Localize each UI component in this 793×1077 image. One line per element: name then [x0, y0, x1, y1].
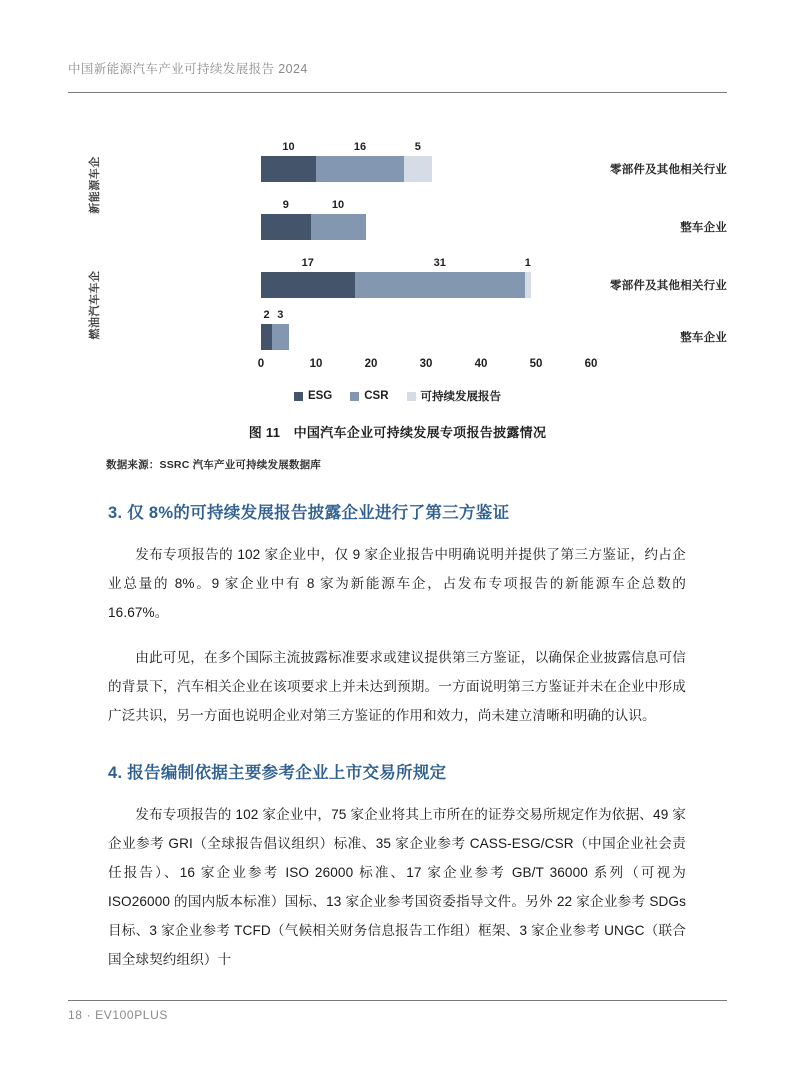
figure-11	[68, 130, 727, 471]
header-title: 中国新能源汽车产业可持续发展报告 2024	[68, 62, 308, 76]
chart-x-tick-label: 20	[364, 358, 378, 370]
footer-page-number: 18	[68, 1008, 83, 1022]
footer-separator: ·	[86, 1008, 92, 1022]
chart-legend-label: CSR	[364, 390, 389, 402]
chart-x-tick-label: 10	[309, 358, 323, 370]
chart-x-tick-label: 0	[257, 358, 265, 370]
chart-bar	[261, 141, 432, 182]
chart-plot-area	[261, 130, 591, 355]
chart-bar-segment	[404, 141, 432, 182]
chart-legend-label: ESG	[307, 390, 333, 402]
chart-bar-segment	[261, 309, 272, 350]
chart-bar	[261, 199, 366, 240]
paragraph: 发布专项报告的 102 家企业中，仅 9 家企业报告中明确说明并提供了第三方鉴证，约占企业总量的 8%。9 家企业中有 8 家为新能源车企，占发布专项报告的新能源车企总数的 16.67%。	[108, 547, 686, 620]
chart-bar-value-label: 17	[301, 257, 314, 269]
chart-bar-segment	[261, 141, 316, 182]
chart-bar-segment	[524, 257, 531, 298]
chart-category-label: 整车企业	[680, 332, 727, 344]
chart-x-axis	[257, 358, 598, 376]
section-heading-4: 4. 报告编制依据主要参考企业上市交易所规定	[108, 764, 447, 782]
chart-x-tick-label: 30	[419, 358, 433, 370]
footer-brand: EV100PLUS	[95, 1008, 168, 1022]
chart-bar-segment	[316, 141, 404, 182]
chart-bar-value-label: 3	[277, 309, 284, 321]
chart-bar-segment	[261, 199, 311, 240]
chart-bar	[261, 309, 289, 350]
chart-category-label: 零部件及其他相关行业	[610, 164, 727, 176]
chart-category-label: 零部件及其他相关行业	[610, 280, 727, 292]
chart-bar-value-label: 10	[282, 141, 295, 153]
paragraph: 发布专项报告的 102 家企业中，75 家企业将其上市所在的证券交易所规定作为依据、49 家企业参考 GRI（全球报告倡议组织）标准、35 家企业参考 CASS-ESG/CSR（中国企业社会责任报告）、16 家企业参考 ISO 26000 标准、17 家企业参考 GB/T 36000 系列（可视为 ISO26000 的国内版本标准）国标、13 家企业参考国资委指导文件。另外 22 家企业参考 SDGs 目标、3 家企业参考 TCFD（气候相关财务信息报告工作组）框架、3 家企业参考 UNGC（联合国全球契约组织）十	[108, 807, 686, 967]
chart-legend-item	[407, 388, 502, 404]
figure-caption: 图 11 中国汽车企业可持续发展专项报告披露情况	[248, 425, 547, 440]
paragraph: 由此可见，在多个国际主流披露标准要求或建议提供第三方鉴证，以确保企业披露信息可信的背景下，汽车相关企业在该项要求上并未达到预期。一方面说明第三方鉴证并未在企业中形成广泛共识，另一方面也说明企业对第三方鉴证的作用和效力，尚未建立清晰和明确的认识。	[108, 650, 686, 723]
chart-group-label-new-energy: 新能源车企	[89, 156, 101, 214]
figure-source: 数据来源：SSRC 汽车产业可持续发展数据库	[106, 459, 321, 471]
chart-bar-value-label: 2	[263, 309, 270, 321]
section-heading-3: 3. 仅 8%的可持续发展报告披露企业进行了第三方鉴证	[108, 504, 510, 522]
chart-group-label-fuel: 燃油汽车车企	[89, 270, 101, 340]
chart-bar-segment	[311, 199, 366, 240]
chart-legend-label: 可持续发展报告	[420, 391, 502, 403]
chart-legend	[68, 388, 727, 404]
chart-bar-value-label: 5	[414, 141, 421, 153]
chart-legend-swatch	[407, 392, 416, 401]
stacked-bar-chart	[68, 130, 727, 471]
chart-category-label: 整车企业	[680, 222, 727, 234]
chart-x-tick-label: 60	[584, 358, 598, 370]
page-content	[108, 500, 686, 974]
chart-x-tick-label: 50	[529, 358, 543, 370]
chart-bar-segment	[355, 257, 526, 298]
header-divider	[68, 92, 727, 93]
chart-legend-item	[294, 390, 332, 402]
chart-bar-segment	[261, 257, 355, 298]
chart-bar-segment	[272, 309, 289, 350]
footer-divider	[68, 1000, 727, 1001]
chart-bar	[261, 257, 531, 298]
chart-legend-item	[350, 390, 388, 402]
chart-legend-swatch	[294, 392, 303, 401]
running-header	[68, 60, 727, 78]
chart-bar-value-label: 9	[282, 199, 289, 211]
chart-bar-value-label: 16	[353, 141, 367, 153]
chart-x-tick-label: 40	[474, 358, 488, 370]
chart-bar-value-label: 31	[433, 257, 446, 269]
chart-bar-value-label: 10	[331, 199, 345, 211]
page-footer	[68, 1008, 168, 1022]
chart-bar-value-label: 1	[524, 257, 531, 269]
chart-legend-swatch	[350, 392, 359, 401]
